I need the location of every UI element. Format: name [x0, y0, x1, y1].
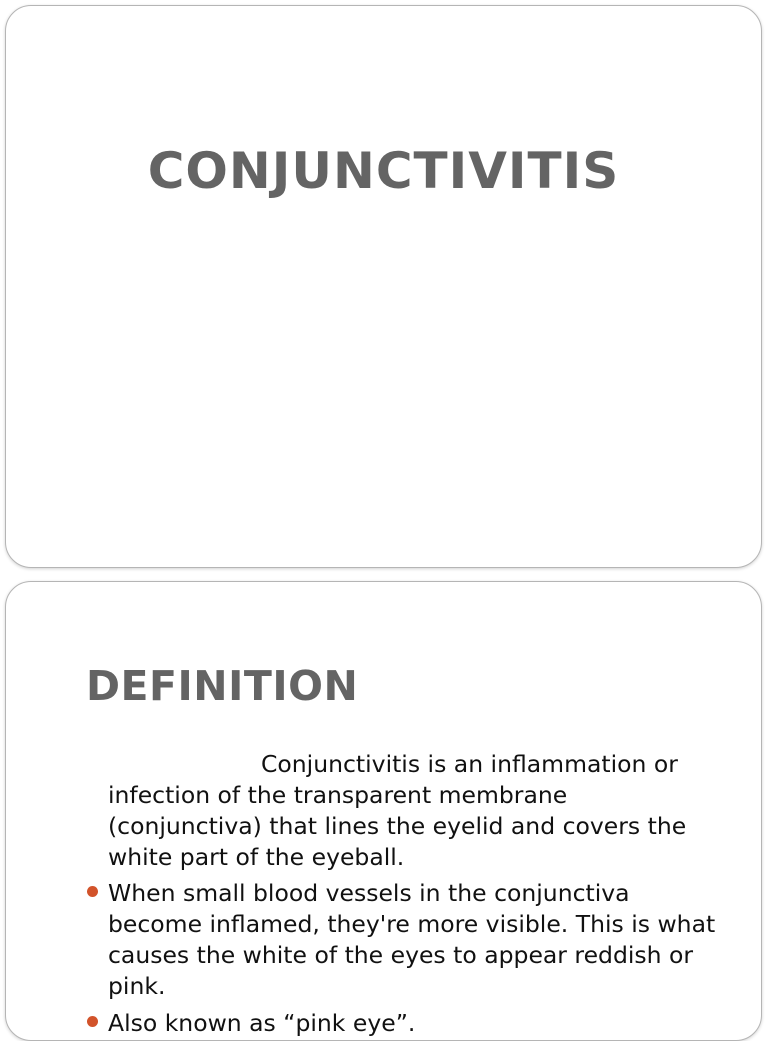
- slide-title-heading: CONJUNCTIVITIS: [147, 142, 620, 200]
- bullet-item: [108, 878, 728, 1002]
- slide-title: [5, 5, 762, 568]
- bullet-text: When small blood vessels in the conjunctiva become inflamed, they're more visible. This is what causes the white of the eyes to appear reddish or pink.: [108, 879, 716, 1000]
- bullet-icon: [87, 886, 98, 897]
- definition-intro-paragraph: Conjunctivitis is an inflammation or infection of the transparent membrane (conjunctiva) that lines the eyelid and covers the white part of the eyeball.: [108, 750, 687, 871]
- bullet-icon: [87, 1016, 98, 1027]
- definition-bullet-list: [108, 878, 728, 1039]
- slide-definition: [5, 581, 762, 1041]
- definition-content: [108, 749, 728, 1041]
- bullet-text: Also known as “pink eye”.: [108, 1009, 416, 1037]
- definition-heading: DEFINITION: [86, 662, 359, 710]
